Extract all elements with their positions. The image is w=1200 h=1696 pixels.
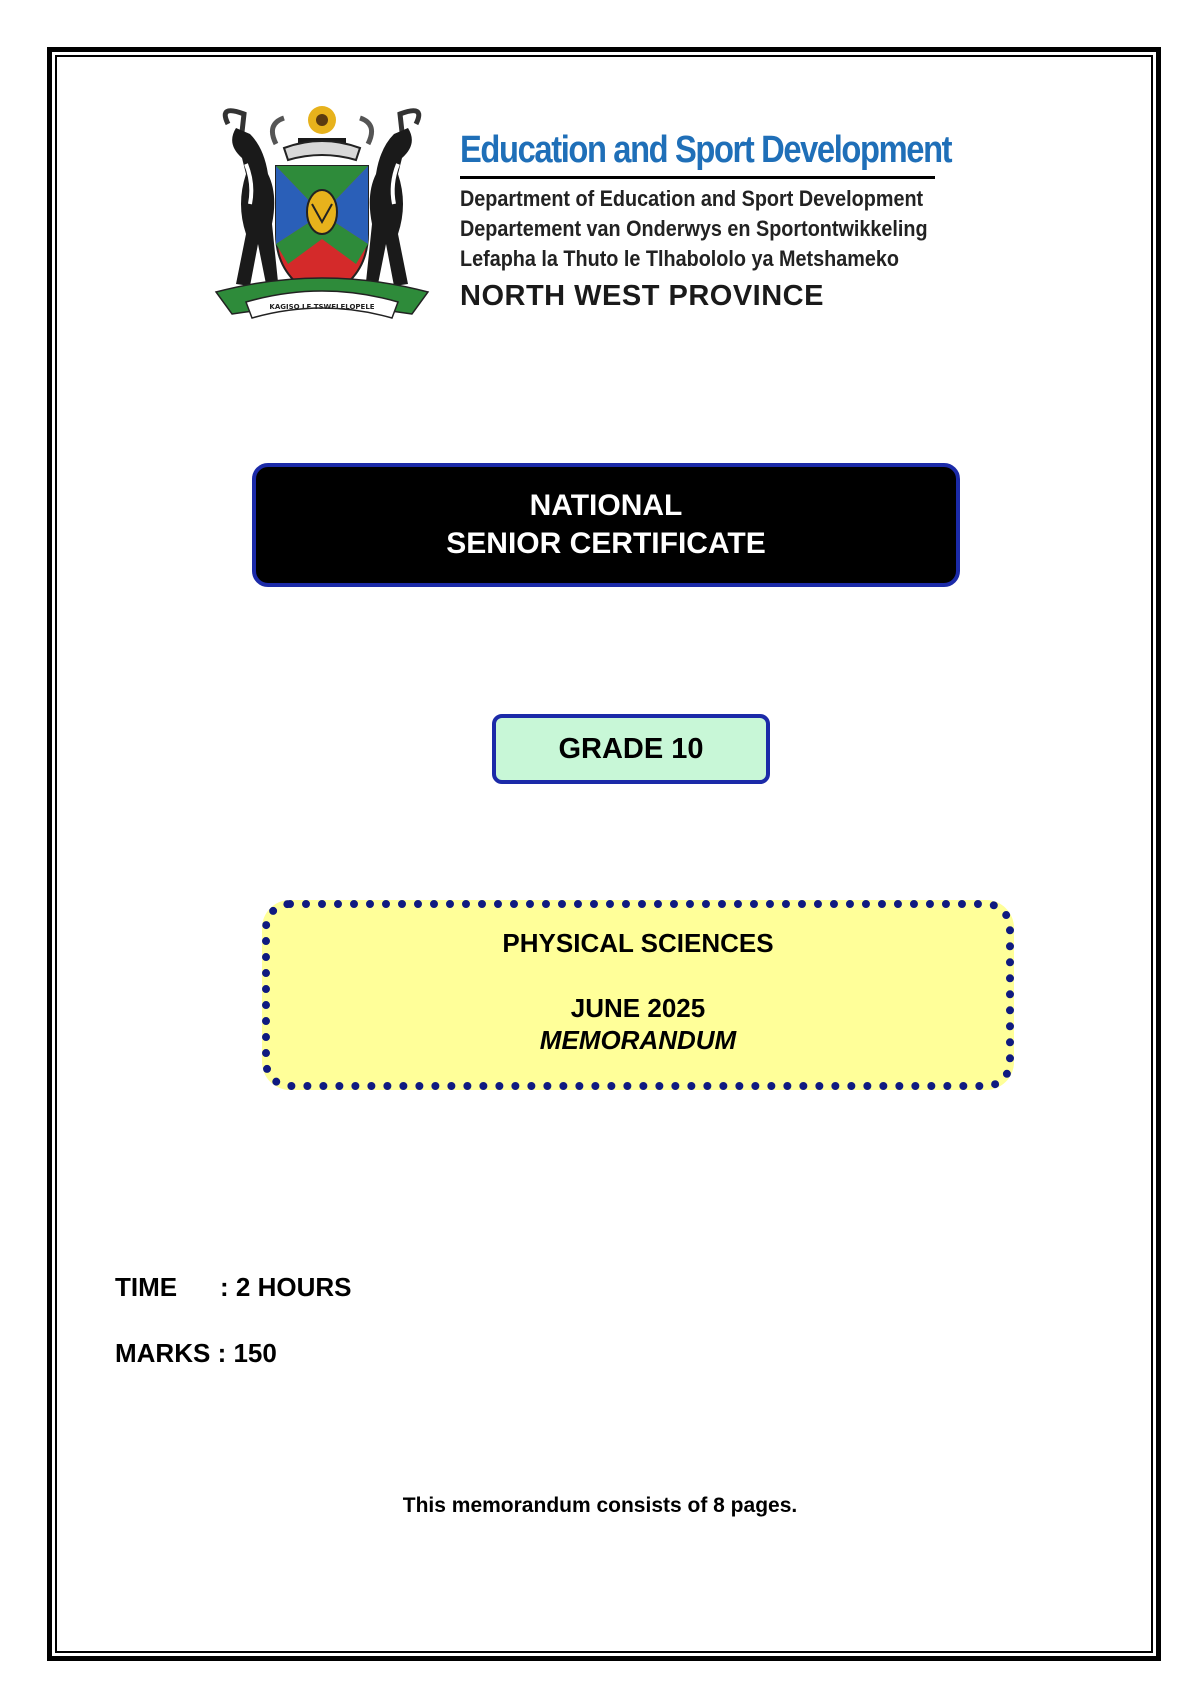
exam-marks-row — [115, 1338, 277, 1369]
document-type: MEMORANDUM — [539, 1025, 737, 1055]
province-name: NORTH WEST PROVINCE — [460, 280, 824, 312]
crest-motto: KAGISO LE TSWELELOPELE — [269, 303, 375, 311]
grade-label: GRADE 10 — [558, 732, 704, 765]
antelope-left-icon — [225, 111, 278, 286]
subject-panel — [262, 900, 1014, 1090]
marks-label: MARKS — [115, 1338, 211, 1368]
department-name-setswana: Lefapha la Thuto le Tlhabololo ya Metshameko — [460, 246, 899, 271]
time-label: TIME — [115, 1272, 178, 1302]
department-header — [460, 128, 952, 313]
department-title: Education and Sport Development — [460, 129, 952, 171]
certificate-banner — [252, 463, 960, 587]
coat-of-arms-logo — [206, 104, 438, 326]
page-count-note: This memorandum consists of 8 pages. — [402, 1494, 798, 1517]
subject-name: PHYSICAL SCIENCES — [502, 928, 774, 958]
sunflower-icon — [308, 106, 336, 134]
certificate-line-1: NATIONAL — [529, 489, 683, 522]
certificate-line-2: SENIOR CERTIFICATE — [446, 527, 766, 560]
time-value: : 2 HOURS — [220, 1272, 352, 1302]
department-title-rule — [460, 176, 935, 179]
grade-badge — [492, 714, 770, 784]
department-name-afrikaans: Departement van Onderwys en Sportontwikkeling — [460, 216, 928, 241]
marks-value: : 150 — [217, 1338, 277, 1368]
exam-time-row — [115, 1272, 351, 1303]
exam-date: JUNE 2025 — [570, 993, 706, 1023]
department-name-english: Department of Education and Sport Development — [460, 186, 924, 211]
antelope-right-icon — [366, 111, 419, 286]
